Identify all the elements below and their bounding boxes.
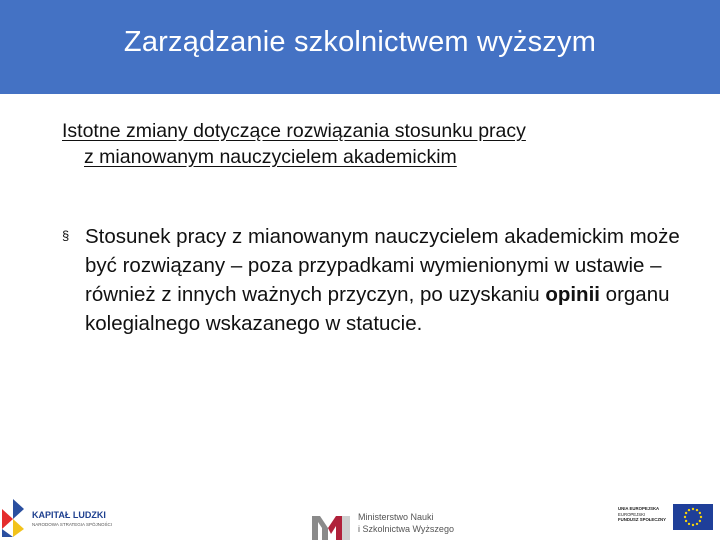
unia-text — [618, 506, 666, 523]
subheading — [62, 118, 692, 170]
bullet-text — [62, 222, 702, 338]
kapital-ludzki-subtitle: NARODOWA STRATEGIA SPÓJNOŚCI — [32, 522, 113, 527]
subheading-line-1: Istotne zmiany dotyczące rozwiązania stosunku pracy — [62, 120, 526, 142]
eu-flag-icon — [673, 504, 713, 530]
unia-line-2: EUROPEJSKI — [618, 511, 646, 517]
bullet-item — [62, 222, 702, 338]
unia-line-1: UNIA EUROPEJSKA — [618, 506, 660, 511]
kapital-ludzki-star-icon — [2, 499, 24, 537]
ministerstwo-line-1: Ministerstwo Nauki — [358, 512, 434, 522]
bullet-text-part-2: organu kolegialnego wskazanego w statucie. — [85, 283, 670, 335]
bullet-text-part-1: Stosunek pracy z mianowanym nauczycielem akademickim może być rozwiązany – poza przypadkami wymienionymi w ustawie – również z innych ważnych przyczyn, po uzyskaniu — [85, 225, 680, 306]
unia-europejska-logo — [615, 503, 720, 533]
ministerstwo-line-2: i Szkolnictwa Wyższego — [358, 524, 454, 534]
slide-title: Zarządzanie szkolnictwem wyższym — [123, 25, 597, 58]
ministerstwo-logo — [310, 508, 460, 540]
kapital-ludzki-name: KAPITAŁ LUDZKI — [32, 510, 106, 520]
bullet-marker: § — [62, 228, 70, 243]
ministerstwo-text — [358, 511, 454, 535]
bullet-text-bold: opinii — [545, 283, 600, 306]
title-bar — [0, 0, 720, 94]
unia-line-3: FUNDUSZ SPOŁECZNY — [618, 517, 666, 522]
subheading-line-2: z mianowanym nauczycielem akademickim — [84, 146, 457, 168]
kapital-ludzki-logo — [0, 497, 125, 540]
ministerstwo-mark-icon — [312, 512, 350, 540]
